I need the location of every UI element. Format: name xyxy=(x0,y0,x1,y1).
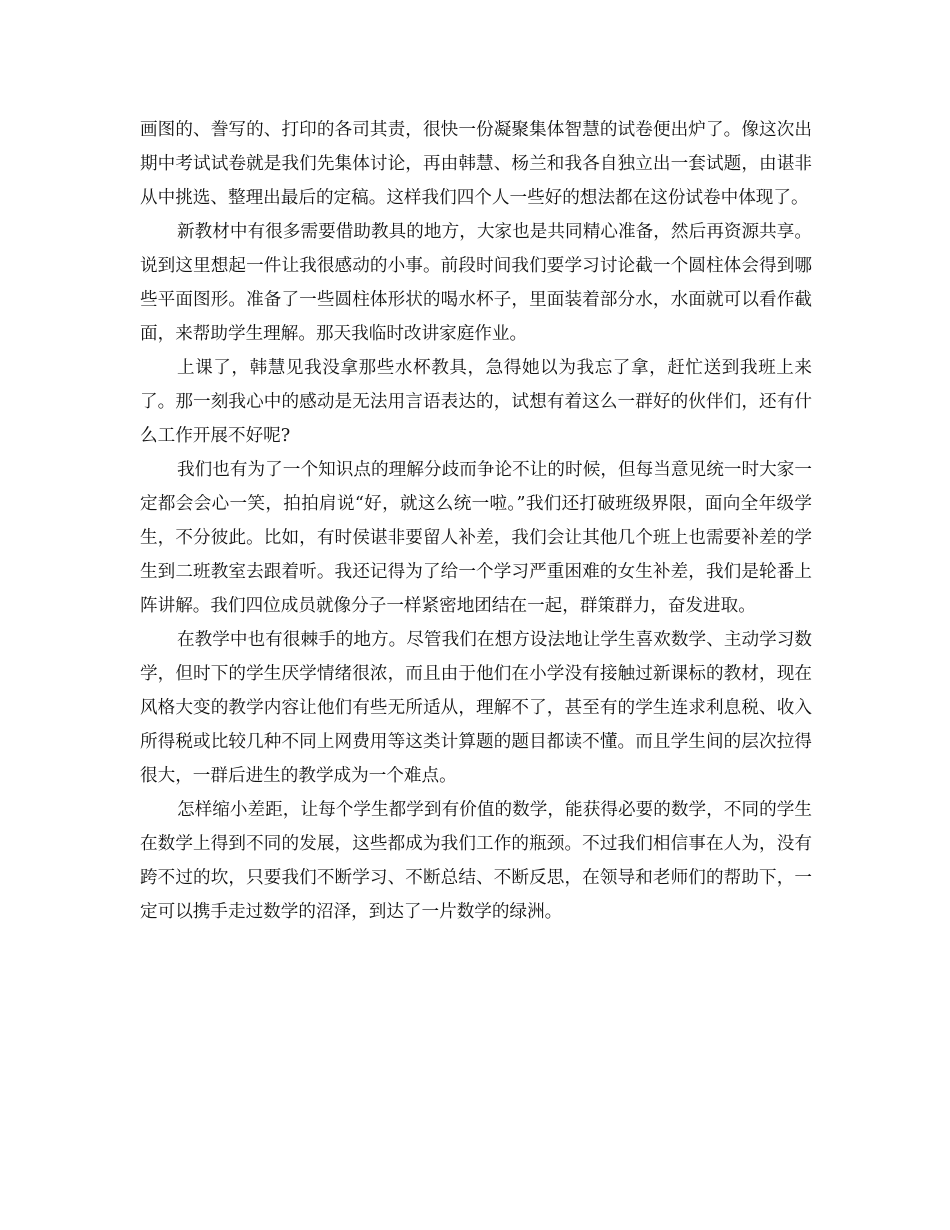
paragraph-continuation: 画图的、誊写的、打印的各司其责，很快一份凝聚集体智慧的试卷便出炉了。像这次出期中考试试卷就是我们先集体讨论，再由韩慧、杨兰和我各自独立出一套试题，由谌非从中挑选、整理出最后的定稿。这样我们四个人一些好的想法都在这份试卷中体现了。 xyxy=(140,120,812,208)
paragraph-teamwork: 我们也有为了一个知识点的理解分歧而争论不让的时候，但每当意见统一时大家一定都会会心一笑，拍拍肩说“好，就这么统一啦。”我们还打破班级界限，面向全年级学生，不分彼此。比如，有时侯谌非要留人补差，我们会让其他几个班上也需要补差的学生到二班教室去跟着听。我还记得为了给一个学习严重困难的女生补差，我们是轮番上阵讲解。我们四位成员就像分子一样紧密地团结在一起，群策群力，奋发进取。 xyxy=(140,460,812,616)
paragraph-conclusion: 怎样缩小差距，让每个学生都学到有价值的数学，能获得必要的数学，不同的学生在数学上得到不同的发展，这些都成为我们工作的瓶颈。不过我们相信事在人为，没有跨不过的坎，只要我们不断学习、不断总结、不断反思，在领导和老师们的帮助下，一定可以携手走过数学的沼泽，到达了一片数学的绿洲。 xyxy=(140,800,812,922)
paragraph-teaching-aids: 新教材中有很多需要借助教具的地方，大家也是共同精心准备，然后再资源共享。说到这里想起一件让我很感动的小事。前段时间我们要学习讨论截一个圆柱体会得到哪些平面图形。准备了一些圆柱体形状的喝水杯子，里面装着部分水，水面就可以看作截面，来帮助学生理解。那天我临时改讲家庭作业。 xyxy=(140,222,812,344)
paragraph-class-moment: 上课了，韩慧见我没拿那些水杯教具，急得她以为我忘了拿，赶忙送到我班上来了。那一刻我心中的感动是无法用言语表达的，试想有着这么一群好的伙伴们，还有什么工作开展不好呢? xyxy=(140,358,812,446)
paragraph-challenges: 在教学中也有很棘手的地方。尽管我们在想方设法地让学生喜欢数学、主动学习数学，但时下的学生厌学情绪很浓，而且由于他们在小学没有接触过新课标的教材，现在风格大变的教学内容让他们有些无所适从，理解不了，甚至有的学生连求利息税、收入所得税或比较几种不同上网费用等这类计算题的题目都读不懂。而且学生间的层次拉得很大，一群后进生的教学成为一个难点。 xyxy=(140,630,812,786)
document-body xyxy=(140,113,812,929)
